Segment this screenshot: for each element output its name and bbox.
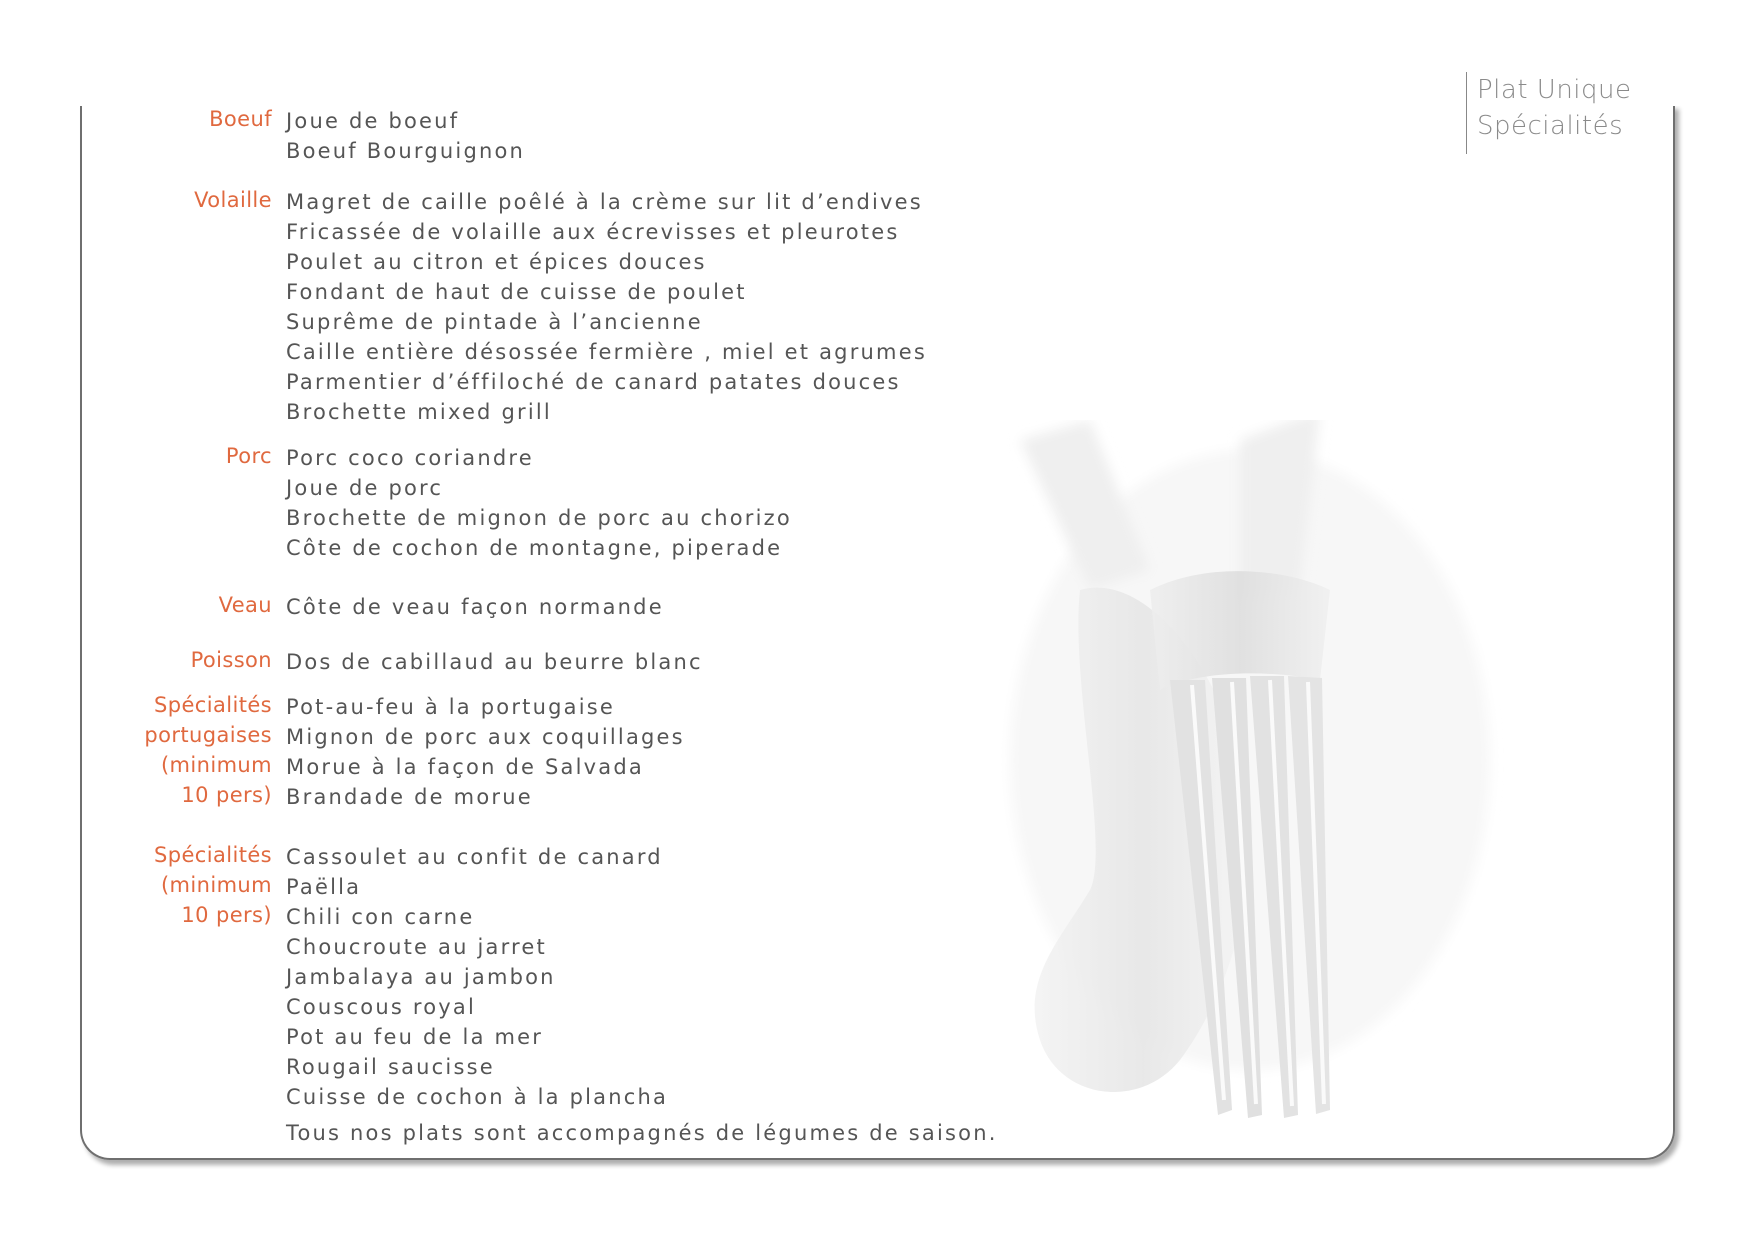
footnote: Tous nos plats sont accompagnés de légumes de saison. — [286, 1121, 998, 1145]
category-label-line: 10 pers) — [181, 783, 272, 807]
category-label-line: Volaille — [194, 188, 272, 212]
category-label-line: Boeuf — [209, 107, 272, 131]
dish-item: Paëlla — [286, 875, 362, 899]
dish-item: Chili con carne — [286, 905, 475, 929]
dish-item: Poulet au citron et épices douces — [286, 250, 707, 274]
dish-item: Pot au feu de la mer — [286, 1025, 544, 1049]
category-label-line: Porc — [225, 444, 272, 468]
category-label-line: Spécialités — [154, 693, 272, 717]
dish-item: Porc coco coriandre — [286, 446, 534, 470]
dish-item: Morue à la façon de Salvada — [286, 755, 644, 779]
heading-line-1: Plat Unique — [1477, 75, 1632, 105]
dish-item: Côte de veau façon normande — [286, 595, 664, 619]
category-label-line: portugaises — [144, 723, 272, 747]
dish-list — [286, 647, 703, 677]
category-label-line: (minimum — [160, 753, 272, 777]
category-label — [72, 104, 272, 134]
category-label — [72, 185, 272, 215]
heading-line-2: Spécialités — [1477, 111, 1624, 141]
frame-top-mask — [76, 96, 1680, 106]
dish-item: Fricassée de volaille aux écrevisses et pleurotes — [286, 220, 900, 244]
dish-list — [286, 187, 927, 427]
dish-item: Pot-au-feu à la portugaise — [286, 695, 616, 719]
dish-item: Caille entière désossée fermière , miel et agrumes — [286, 340, 927, 364]
dish-list — [286, 106, 525, 166]
category-label-line: 10 pers) — [181, 903, 272, 927]
dish-item: Choucroute au jarret — [286, 935, 547, 959]
category-label — [72, 441, 272, 471]
category-label-line: (minimum — [160, 873, 272, 897]
dish-list — [286, 592, 664, 622]
page-heading — [1466, 72, 1632, 154]
dish-item: Cassoulet au confit de canard — [286, 845, 663, 869]
dish-item: Brandade de morue — [286, 785, 533, 809]
dish-item: Boeuf Bourguignon — [286, 139, 526, 163]
dish-item: Jambalaya au jambon — [286, 965, 556, 989]
dish-item: Magret de caille poêlé à la crème sur lit d’endives — [286, 190, 923, 214]
dish-item: Cuisse de cochon à la plancha — [286, 1085, 669, 1109]
dish-item: Rougail saucisse — [286, 1055, 495, 1079]
category-label — [72, 690, 272, 810]
dish-item: Fondant de haut de cuisse de poulet — [286, 280, 747, 304]
cutlery-watermark-icon — [1000, 420, 1520, 1120]
dish-item: Joue de porc — [286, 476, 444, 500]
dish-list — [286, 842, 668, 1112]
dish-item: Mignon de porc aux coquillages — [286, 725, 685, 749]
category-label — [72, 590, 272, 620]
category-label-line: Veau — [218, 593, 272, 617]
dish-item: Parmentier d’éffiloché de canard patates douces — [286, 370, 901, 394]
dish-item: Brochette de mignon de porc au chorizo — [286, 506, 792, 530]
dish-item: Côte de cochon de montagne, piperade — [286, 536, 783, 560]
category-label — [72, 840, 272, 930]
dish-item: Suprême de pintade à l’ancienne — [286, 310, 703, 334]
dish-item: Joue de boeuf — [286, 109, 460, 133]
category-label — [72, 645, 272, 675]
dish-item: Dos de cabillaud au beurre blanc — [286, 650, 703, 674]
category-label-line: Spécialités — [154, 843, 272, 867]
dish-list — [286, 692, 685, 812]
dish-item: Brochette mixed grill — [286, 400, 552, 424]
dish-list — [286, 443, 792, 563]
dish-item: Couscous royal — [286, 995, 477, 1019]
category-label-line: Poisson — [190, 648, 272, 672]
